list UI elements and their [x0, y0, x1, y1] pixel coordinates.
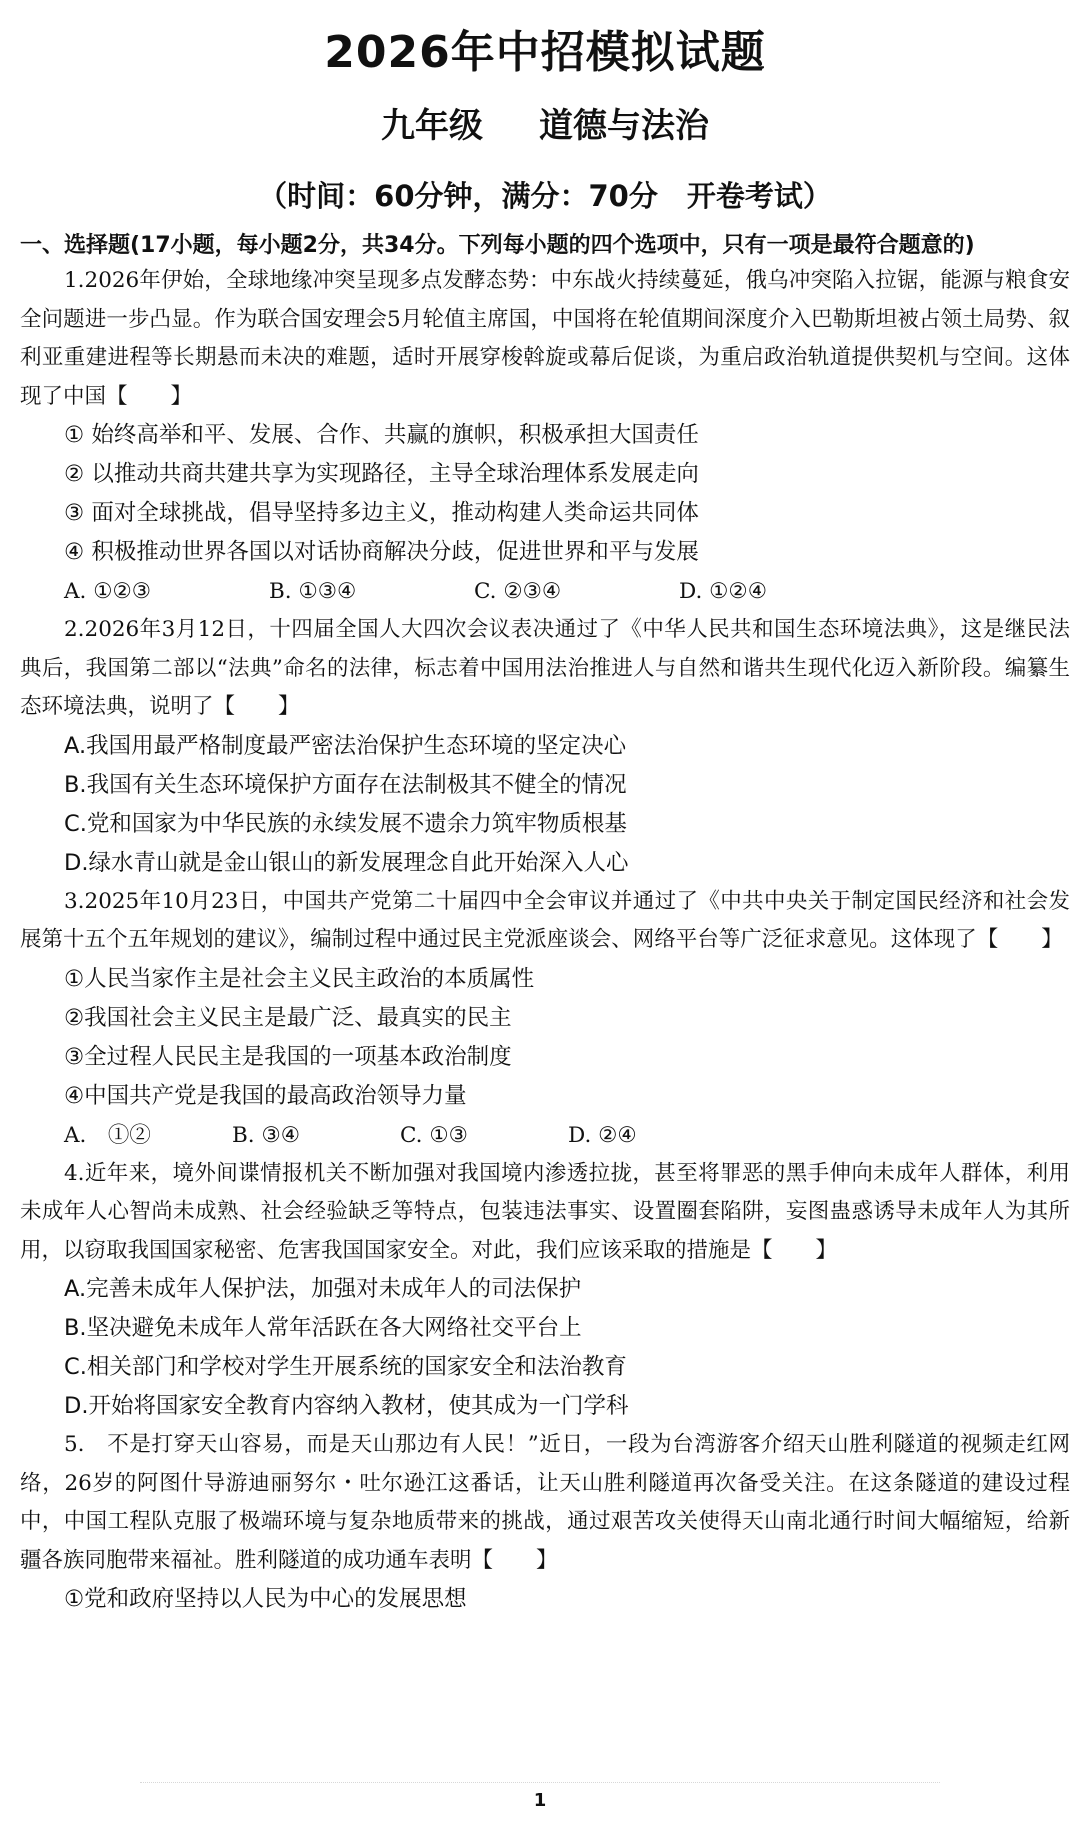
statement-option: ④中国共产党是我国的最高政治领导力量 — [64, 1082, 467, 1109]
choice-a: A. ①②③ — [64, 579, 152, 604]
exam-info: （时间：60分钟，满分：70分 开卷考试） — [258, 179, 832, 213]
choice-c: C. ②③④ — [474, 579, 562, 604]
answer-option: D.绿水青山就是金山银山的新发展理念自此开始深入人心 — [64, 849, 629, 876]
question-3 — [20, 883, 1070, 1155]
answer-option: C.相关部门和学校对学生开展系统的国家安全和法治教育 — [64, 1354, 627, 1380]
question-1 — [20, 262, 1070, 611]
question-2 — [20, 611, 1070, 883]
choice-a: A. ①② — [64, 1122, 151, 1148]
choice-b: B. ③④ — [232, 1122, 301, 1148]
question-stem: 1.2026年伊始，全球地缘冲突呈现多点发酵态势：中东战火持续蔓延，俄乌冲突陷入拉锯，能源与粮食安全问题进一步凸显。作为联合国安理会5月轮值主席国，中国将在轮值期间深度介入巴勒斯坦被占领土局势、叙利亚重建进程等长期悬而未决的难题，适时开展穿梭斡旋或幕后促谈，为重启政治轨道提供契机与空间。这体现了中国【 】 — [20, 268, 1070, 409]
statement-option: ② 以推动共商共建共享为实现路径，主导全球治理体系发展走向 — [64, 461, 699, 487]
question-stem: 5. 不是打穿天山容易，而是天山那边有人民！”近日，一段为台湾游客介绍天山胜利隧道的视频走红网络，26岁的阿图什导游迪丽努尔・吐尔逊江这番话，让天山胜利隧道再次备受关注。在这条隧道的建设过程中，中国工程队克服了极端环境与复杂地质带来的挑战，通过艰苦攻关使得天山南北通行时间大幅缩短，给新疆各族同胞带来福祉。胜利隧道的成功通车表明【 】 — [20, 1432, 1070, 1573]
answer-option: D.开始将国家安全教育内容纳入教材，使其成为一门学科 — [64, 1393, 629, 1419]
exam-subtitle — [20, 96, 1070, 156]
answer-option: C.党和国家为中华民族的永续发展不遗余力筑牢物质根基 — [64, 810, 627, 837]
question-stem: 3.2025年10月23日，中国共产党第二十届四中全会审议并通过了《中共中央关于制定国民经济和社会发展第十五个五年规划的建议》，编制过程中通过民主党派座谈会、网络平台等广泛征求意见。这体现了【 】 — [20, 888, 1070, 952]
statement-option: ②我国社会主义民主是最广泛、最真实的民主 — [64, 1004, 512, 1031]
choice-b: B. ①③④ — [269, 579, 357, 604]
subject-label: 道德与法治 — [539, 106, 709, 146]
statement-option: ① 始终高举和平、发展、合作、共赢的旗帜，积极承担大国责任 — [64, 422, 699, 448]
answer-choices — [20, 1116, 1070, 1155]
answer-option: A.完善未成年人保护法，加强对未成年人的司法保护 — [64, 1276, 582, 1302]
grade-label: 九年级 — [381, 106, 483, 146]
question-stem: 2.2026年3月12日，十四届全国人大四次会议表决通过了《中华人民共和国生态环境法典》，这是继民法典后，我国第二部以“法典”命名的法律，标志着中国用法治推进人与自然和谐共生现代化迈入新阶段。编纂生态环境法典，说明了【 】 — [20, 617, 1070, 719]
page-number: 1 — [533, 1790, 547, 1811]
answer-option: B.我国有关生态环境保护方面存在法制极其不健全的情况 — [64, 771, 627, 798]
choice-d: D. ②④ — [568, 1122, 637, 1148]
choice-d: D. ①②④ — [679, 579, 767, 604]
statement-option: ①人民当家作主是社会主义民主政治的本质属性 — [64, 965, 535, 992]
question-4 — [20, 1155, 1070, 1427]
exam-title: 2026年中招模拟试题 — [324, 27, 766, 78]
section-heading: 一、选择题(17小题，每小题2分，共34分。下列每小题的四个选项中，只有一项是最符合题意的) — [20, 233, 975, 258]
statement-option: ③ 面对全球挑战，倡导坚持多边主义，推动构建人类命运共同体 — [64, 500, 699, 526]
statement-option: ①党和政府坚持以人民为中心的发展思想 — [64, 1586, 467, 1612]
question-stem: 4.近年来，境外间谍情报机关不断加强对我国境内渗透拉拢，甚至将罪恶的黑手伸向未成年人群体，利用未成年人心智尚未成熟、社会经验缺乏等特点，包装违法事实、设置圈套陷阱，妄图蛊惑诱导未成年人为其所用，以窃取我国国家秘密、危害我国国家安全。对此，我们应该采取的措施是【 】 — [20, 1160, 1070, 1263]
statement-option: ③全过程人民民主是我国的一项基本政治制度 — [64, 1043, 512, 1070]
answer-option: A.我国用最严格制度最严密法治保护生态环境的坚定决心 — [64, 732, 627, 759]
question-5 — [20, 1426, 1070, 1619]
footer-divider — [140, 1782, 940, 1783]
answer-choices — [20, 572, 1070, 611]
answer-option: B.坚决避免未成年人常年活跃在各大网络社交平台上 — [64, 1315, 582, 1341]
choice-c: C. ①③ — [400, 1122, 468, 1148]
statement-option: ④ 积极推动世界各国以对话协商解决分歧，促进世界和平与发展 — [64, 539, 699, 565]
